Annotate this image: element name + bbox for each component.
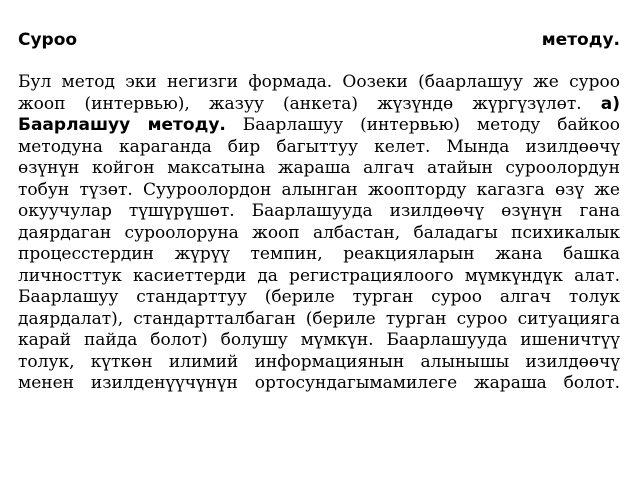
paragraph-intro: Бул метод эки негизги формада. Оозеки (баарлашуу же суроо жооп (интервью), жазуу (анкета) жүзүндө жүргүзүлөт.: [18, 72, 620, 114]
subsection-heading: а) Баарлашуу методу.: [18, 93, 621, 135]
section-heading: [18, 30, 620, 50]
heading-right-word: методу.: [541, 30, 620, 50]
heading-left-word: Суроо: [18, 30, 78, 50]
paragraph-body: Баарлашуу (интервью) методу байкоо методуна караганда бир багыттуу келет. Мында изилдөөчү өзүнүн койгон максатына жараша алгач атайын суроолордун тобун түзөт. Сууроолордон алынган жоопторду кагазга өзү же окуучулар түшүрүшөт. Баарлашууда изилдөөчү өзүнүн гана даярдаган суроолоруна жооп албастан, баладагы психикалык процесстердин жүрүү темпин, реакцияларын жана башка личносттук касиеттерди да регистрациялоого мүмкүндүк алат. Баарлашуу стандарттуу (бериле турган суроо алгач толук даярдалат), стандартталбаган (бериле турган суроо ситуацияга карай пайда болот) болушу мүмкүн. Баарлашууда ишеничтүү толук, күткөн илимий информациянын алынышы изилдөөчү менен изилденүүчүнүн ортосундагымамилеге жараша болот.: [18, 115, 621, 393]
document-page: [18, 30, 620, 395]
body-paragraph: [18, 72, 620, 395]
